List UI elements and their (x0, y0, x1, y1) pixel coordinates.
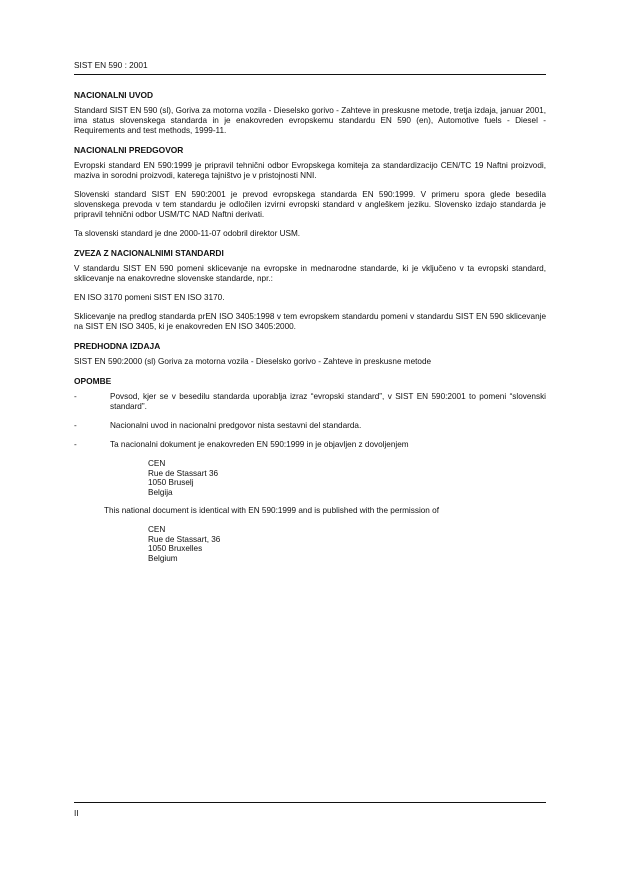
address-line: 1050 Bruxelles (148, 544, 203, 553)
heading-zveza: ZVEZA Z NACIONALNIMI STANDARDI (74, 248, 224, 258)
note-item-1 (74, 392, 546, 412)
address-line: CEN (148, 525, 166, 534)
dash-bullet: - (74, 440, 77, 449)
header-rule (74, 74, 546, 75)
address-block-sl (148, 459, 546, 497)
address-line: Rue de Stassart 36 (148, 468, 219, 478)
paragraph-nacionalni-uvod: Standard SIST EN 590 (sl), Goriva za motorna vozila - Dieselsko gorivo - Zahteve in preskusne metode, tretja izdaja, januar 2001, ima status slovenskega standarda in je enakovreden evropskemu standardu EN 590 (en), Automotive fuels - Diesel - Requirements and test methods, 1999-11. (74, 106, 546, 135)
paragraph-predhodna-izdaja: SIST EN 590:2000 (sl) Goriva za motorna vozila - Dieselsko gorivo - Zahteve in preskusne metode (74, 357, 432, 366)
paragraph-zveza-3: Sklicevanje na predlog standarda prEN ISO 3405:1998 v tem evropskem standardu pomeni v standardu SIST EN 590 sklicevanje na SIST EN ISO 3405, ki je enakovreden EN ISO 3405:2000. (74, 312, 546, 331)
address-block-en (148, 525, 546, 563)
heading-nacionalni-predgovor: NACIONALNI PREDGOVOR (74, 145, 184, 155)
note-item-2 (74, 421, 546, 431)
paragraph-zveza-2: EN ISO 3170 pomeni SIST EN ISO 3170. (74, 293, 225, 302)
heading-predhodna-izdaja: PREDHODNA IZDAJA (74, 341, 161, 351)
paragraph-predgovor-2: Slovenski standard SIST EN 590:2001 je prevod evropskega standarda EN 590:1999. V primeru spora glede besedila slovenskega prevoda v tem standardu je odločilen izvirni evropski standard v angleškem jeziku. Slovensko izdajo standarda je pripravil tehnični odbor USM/TC NAD Naftni derivati. (74, 190, 546, 219)
paragraph-predgovor-3: Ta slovenski standard je dne 2000-11-07 odobril direktor USM. (74, 229, 301, 238)
address-line: Belgium (148, 553, 178, 563)
address-line: CEN (148, 459, 166, 468)
note-item-3 (74, 440, 546, 450)
note-text-2: Nacionalni uvod in nacionalni predgovor nista sestavni del standarda. (110, 421, 362, 430)
address-line: Belgija (148, 487, 173, 497)
dash-bullet: - (74, 421, 77, 430)
heading-opombe: OPOMBE (74, 376, 112, 386)
note-text-3: Ta nacionalni dokument je enakovreden EN 590:1999 in je objavljen z dovoljenjem (110, 440, 409, 449)
paragraph-zveza-1: V standardu SIST EN 590 pomeni sklicevanje na evropske in mednarodne standarde, ki je vključeno v ta evropski standard, sklicevanje na enakovredne slovenske standarde, npr.: (74, 264, 546, 283)
note-text-1: Povsod, kjer se v besedilu standarda uporablja izraz “evropski standard”, v SIST EN 590:2001 to pomeni “slovenski standard”. (110, 392, 546, 411)
footer-rule (74, 802, 546, 803)
page-number: II (74, 808, 79, 818)
running-header: SIST EN 590 : 2001 (74, 60, 148, 70)
address-line: 1050 Bruselj (148, 478, 194, 487)
dash-bullet: - (74, 392, 77, 401)
address-line: Rue de Stassart, 36 (148, 534, 221, 544)
document-body (74, 90, 546, 572)
english-note: This national document is identical with EN 590:1999 and is published with the permission of (104, 506, 439, 515)
paragraph-predgovor-1: Evropski standard EN 590:1999 je pripravil tehnični odbor Evropskega komiteja za standardizacijo CEN/TC 19 Naftni proizvodi, maziva in sorodni proizvodi, katerega tajništvo je v pristojnosti NNI. (74, 161, 546, 180)
heading-nacionalni-uvod: NACIONALNI UVOD (74, 90, 154, 100)
